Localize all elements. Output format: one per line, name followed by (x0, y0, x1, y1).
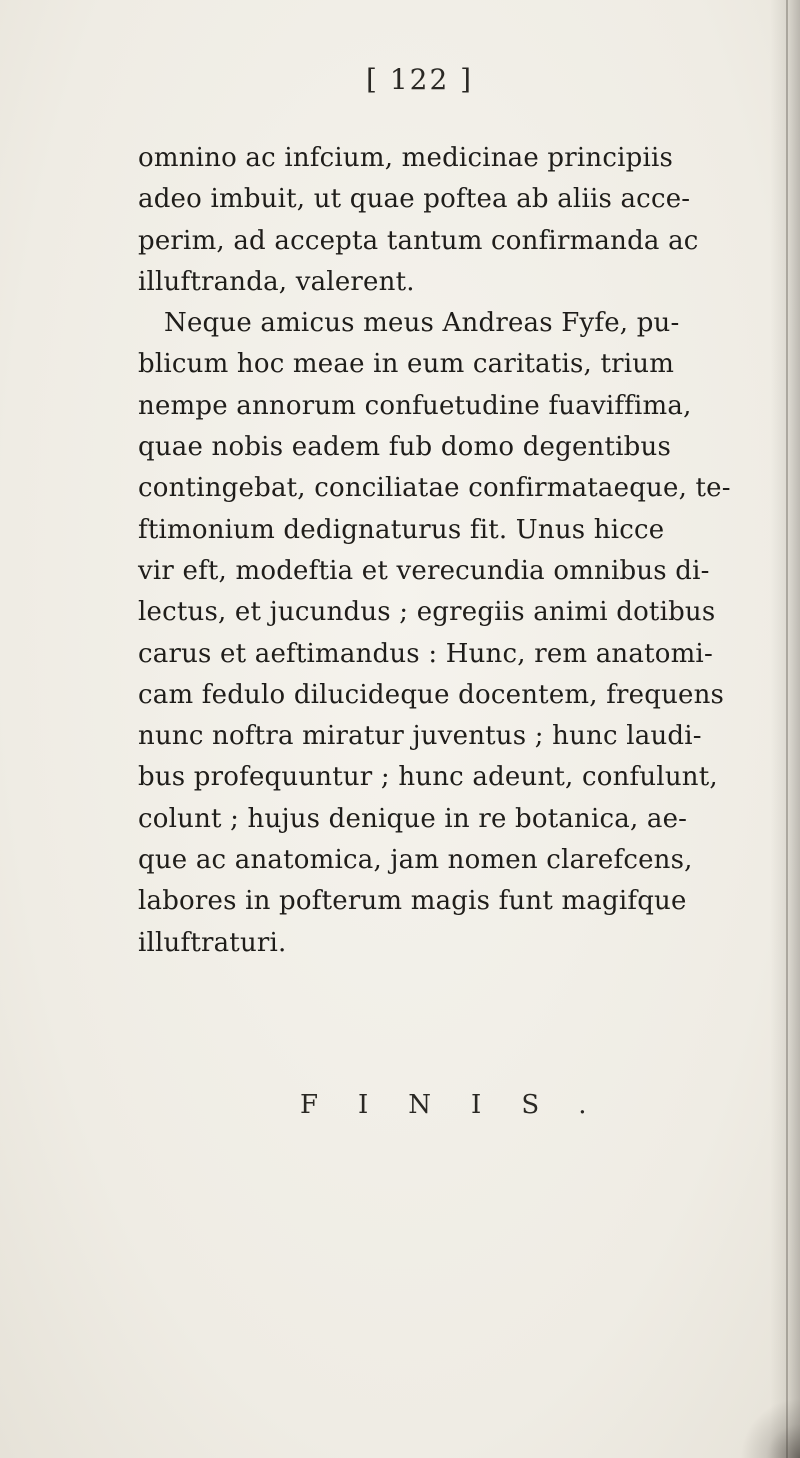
text-line-paragraph-start: Neque amicus meus Andreas Fyfe, pu- (164, 308, 680, 339)
text-line: cam fedulo dilucideque docentem, frequens (138, 679, 725, 710)
text-line: vir eft, modeftia et verecundia omnibus di- (138, 555, 710, 586)
text-line: contingebat, conciliatae confirmataeque, te- (138, 473, 731, 504)
text-line: quae nobis eadem fub domo degentibus (138, 432, 671, 463)
text-line: bus profequuntur ; hunc adeunt, confulunt, (138, 762, 718, 793)
text-line: carus et aeftimandus : Hunc, rem anatomi- (138, 638, 713, 669)
page-number-header: [ 122 ] (366, 63, 474, 96)
corner-smudge (740, 1398, 800, 1458)
text-line: nunc noftra miratur juventus ; hunc laudi- (138, 721, 702, 752)
text-line: illuftranda, valerent. (138, 266, 415, 297)
text-line: colunt ; hujus denique in re botanica, ae- (138, 803, 688, 834)
text-line: adeo imbuit, ut quae poftea ab aliis acce- (138, 184, 691, 215)
text-line: omnino ac infcium, medicinae principiis (138, 143, 674, 173)
text-line: illuftraturi. (138, 927, 287, 958)
finis-colophon: FINIS. (300, 1090, 627, 1120)
text-line: que ac anatomica, jam nomen clarefcens, (138, 845, 693, 876)
text-line: ftimonium dedignaturus fit. Unus hicce (138, 514, 665, 545)
text-line: nempe annorum confuetudine fuaviffima, (138, 390, 692, 421)
text-line: perim, ad accepta tantum confirmanda ac (138, 225, 699, 256)
text-line: lectus, et jucundus ; egregiis animi dotibus (138, 597, 716, 628)
text-line: labores in pofterum magis funt magifque (138, 886, 687, 917)
text-line: blicum hoc meae in eum caritatis, trium (138, 349, 675, 380)
body-text (138, 138, 798, 964)
